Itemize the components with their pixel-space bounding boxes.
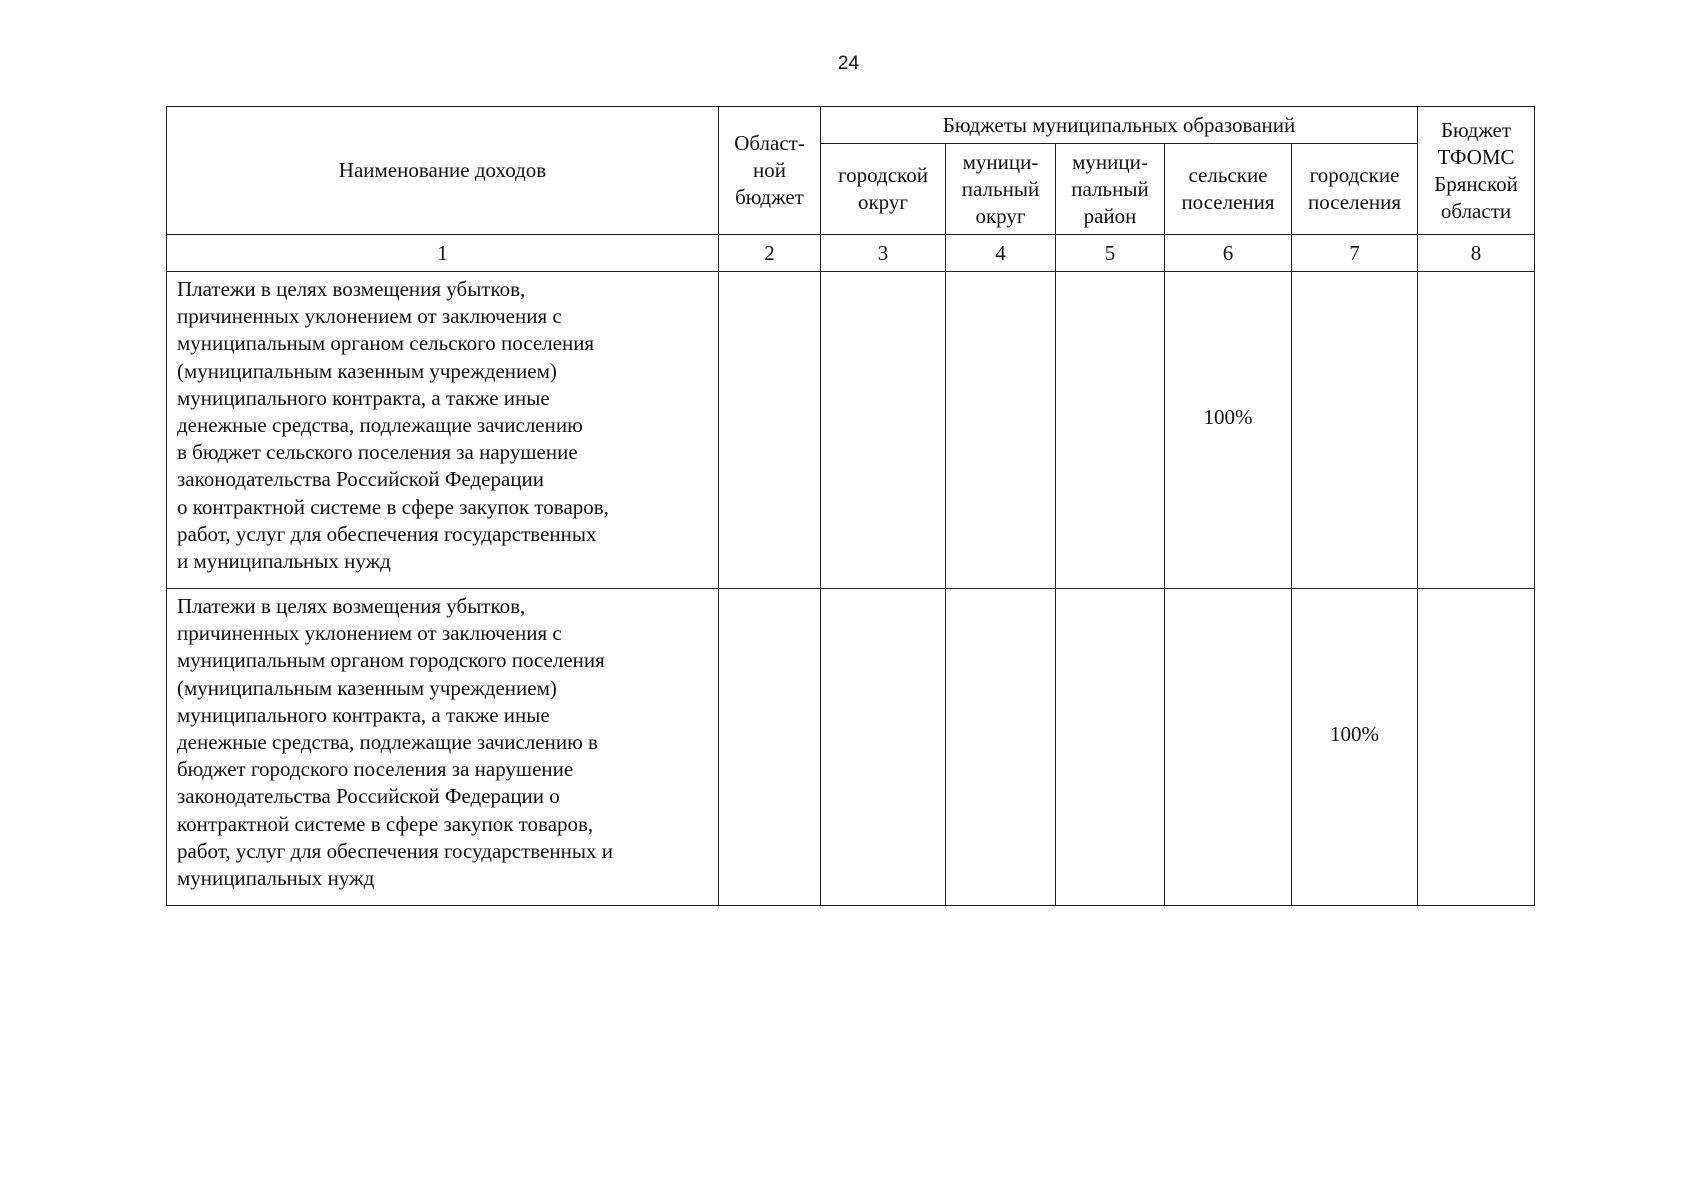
share-percent: 100% xyxy=(1203,405,1253,429)
header-income-name: Наименование доходов xyxy=(167,107,719,235)
value-cell xyxy=(1056,589,1165,906)
header-regional-budget: Област- ной бюджет xyxy=(719,107,821,235)
value-cell xyxy=(946,272,1056,589)
header-tfoms-budget: Бюджет ТФОМС Брянской области xyxy=(1418,107,1535,235)
header-municipal-budgets: Бюджеты муниципальных образований xyxy=(821,107,1418,144)
table-body xyxy=(167,235,1535,906)
value-cell xyxy=(1165,589,1292,906)
value-cell xyxy=(821,589,946,906)
header-rural-settlements: сельские поселения xyxy=(1165,144,1292,235)
header-municipal-district: муници- пальный район xyxy=(1056,144,1165,235)
table-row xyxy=(167,272,1535,589)
share-percent: 100% xyxy=(1330,722,1379,746)
header-city-district: городской округ xyxy=(821,144,946,235)
table-header xyxy=(167,107,1535,235)
column-number: 4 xyxy=(946,235,1056,272)
value-cell xyxy=(1292,589,1418,906)
value-cell xyxy=(1292,272,1418,589)
value-cell xyxy=(946,589,1056,906)
header-row-top xyxy=(167,107,1535,144)
value-cell xyxy=(1056,272,1165,589)
column-number: 1 xyxy=(167,235,719,272)
income-distribution-table xyxy=(166,106,1535,906)
column-number: 2 xyxy=(719,235,821,272)
value-cell xyxy=(821,272,946,589)
page-number: 24 xyxy=(837,53,860,74)
column-number: 7 xyxy=(1292,235,1418,272)
header-municipal-okrug: муници- пальный округ xyxy=(946,144,1056,235)
header-urban-settlements: городские поселения xyxy=(1292,144,1418,235)
income-name-cell: Платежи в целях возмещения убытков, причиненных уклонением от заключения с муниципальным органом сельского поселения (муниципальным казенным учреждением) муниципального контракта, а также иные денежные средства, подлежащие зачислению в бюджет сельского поселения за нарушение законодательства Российской Федерации о контрактной системе в сфере закупок товаров, работ, услуг для обеспечения государственных и муниципальных нужд xyxy=(167,272,719,589)
value-cell xyxy=(719,589,821,906)
column-number: 6 xyxy=(1165,235,1292,272)
column-number: 3 xyxy=(821,235,946,272)
table-row xyxy=(167,589,1535,906)
value-cell xyxy=(1418,272,1535,589)
column-number: 5 xyxy=(1056,235,1165,272)
value-cell xyxy=(1418,589,1535,906)
column-number: 8 xyxy=(1418,235,1535,272)
column-number-row xyxy=(167,235,1535,272)
value-cell xyxy=(719,272,821,589)
income-name-cell: Платежи в целях возмещения убытков, причиненных уклонением от заключения с муниципальным органом городского поселения (муниципальным казенным учреждением) муниципального контракта, а также иные денежные средства, подлежащие зачислению в бюджет городского поселения за нарушение законодательства Российской Федерации о контрактной системе в сфере закупок товаров, работ, услуг для обеспечения государственных и муниципальных нужд xyxy=(167,589,719,906)
value-cell xyxy=(1165,272,1292,589)
